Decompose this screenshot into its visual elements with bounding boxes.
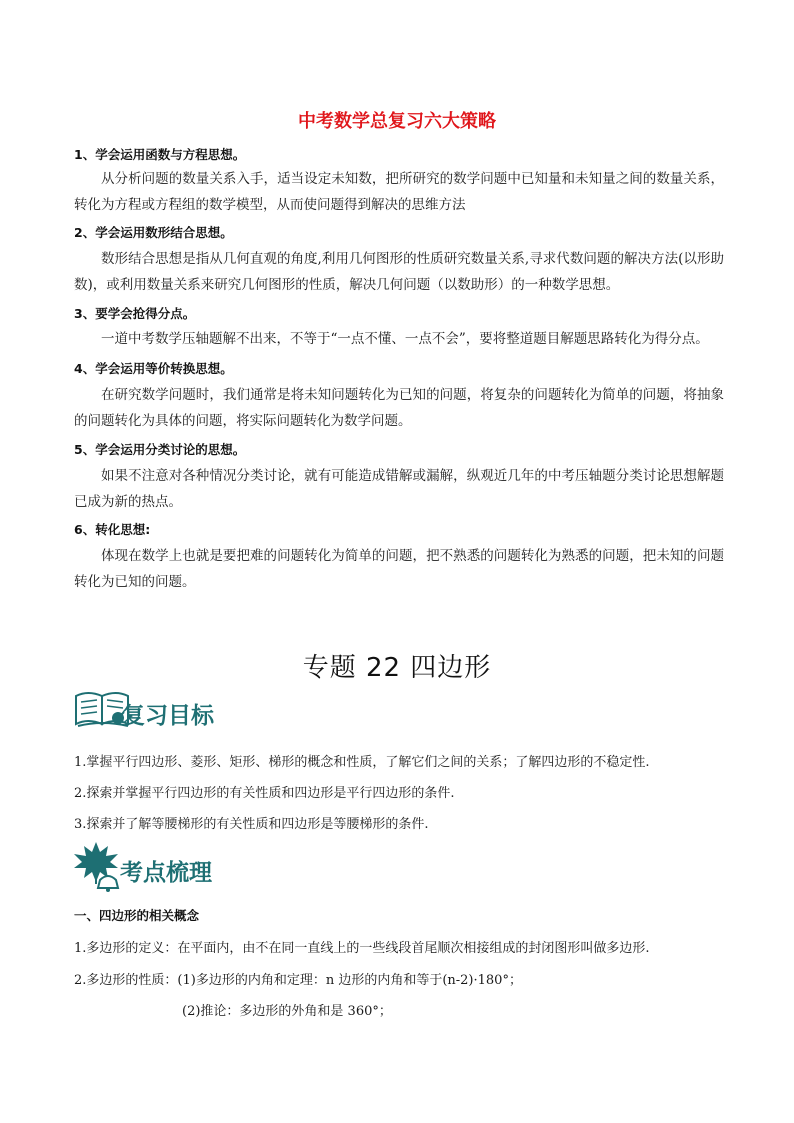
strategy-heading-6: 6、转化思想: <box>74 522 151 537</box>
maple-leaf-bell-icon <box>74 840 124 892</box>
goal-item-2: 2.探索并掌握平行四边形的有关性质和四边形是平行四边形的条件. <box>74 786 455 801</box>
strategy-text-3: 一道中考数学压轴题解不出来，不等于“一点不懂、一点不会”，要将整道题目解题思路转化为得分点。 <box>101 331 709 347</box>
strategy-text-2: 数形结合思想是指从几何直观的角度,利用几何图形的性质研究数量关系,寻求代数问题的解决方法(以形助数)，或利用数量关系来研究几何图形的性质，解决几何问题（以数助形）的一种数学思想。 <box>74 251 724 293</box>
strategy-text-5: 如果不注意对各种情况分类讨论，就有可能造成错解或漏解，纵观近几年的中考压轴题分类讨论思想解题已成为新的热点。 <box>74 468 724 510</box>
review-goals-title: 复习目标 <box>122 703 214 729</box>
strategy-heading-5: 5、学会运用分类讨论的思想。 <box>74 442 246 457</box>
concept-line-1: 1.多边形的定义：在平面内，由不在同一直线上的一些线段首尾顺次相接组成的封闭图形叫做多边形. <box>74 941 650 956</box>
strategy-heading-2: 2、学会运用数形结合思想。 <box>74 225 233 240</box>
strategy-text-4: 在研究数学问题时，我们通常是将未知问题转化为已知的问题，将复杂的问题转化为简单的问题，将抽象的问题转化为具体的问题，将实际问题转化为数学问题。 <box>74 387 724 429</box>
strategy-text-6: 体现在数学上也就是要把难的问题转化为简单的问题，把不熟悉的问题转化为熟悉的问题，把未知的问题转化为已知的问题。 <box>74 548 724 590</box>
concept-line-2: 2.多边形的性质：(1)多边形的内角和定理：n 边形的内角和等于(n-2)·180°； <box>74 973 522 988</box>
topic-title: 专题 22 四边形 <box>302 653 492 683</box>
strategy-title: 中考数学总复习六大策略 <box>298 111 496 132</box>
knowledge-points-title: 考点梳理 <box>120 860 212 886</box>
section-heading-concepts: 一、四边形的相关概念 <box>74 908 200 923</box>
strategy-heading-1: 1、学会运用函数与方程思想。 <box>74 147 246 162</box>
concept-line-3: (2)推论：多边形的外角和是 360°； <box>182 1004 392 1019</box>
strategy-text-1: 从分析问题的数量关系入手，适当设定未知数，把所研究的数学问题中已知量和未知量之间的数量关系，转化为方程或方程组的数学模型，从而使问题得到解决的思维方法 <box>74 171 724 213</box>
strategy-heading-4: 4、学会运用等价转换思想。 <box>74 361 233 376</box>
strategy-heading-3: 3、要学会抢得分点。 <box>74 306 196 321</box>
goal-item-1: 1.掌握平行四边形、菱形、矩形、梯形的概念和性质，了解它们之间的关系；了解四边形的不稳定性. <box>74 755 650 770</box>
goal-item-3: 3.探索并了解等腰梯形的有关性质和四边形是等腰梯形的条件. <box>74 817 429 832</box>
